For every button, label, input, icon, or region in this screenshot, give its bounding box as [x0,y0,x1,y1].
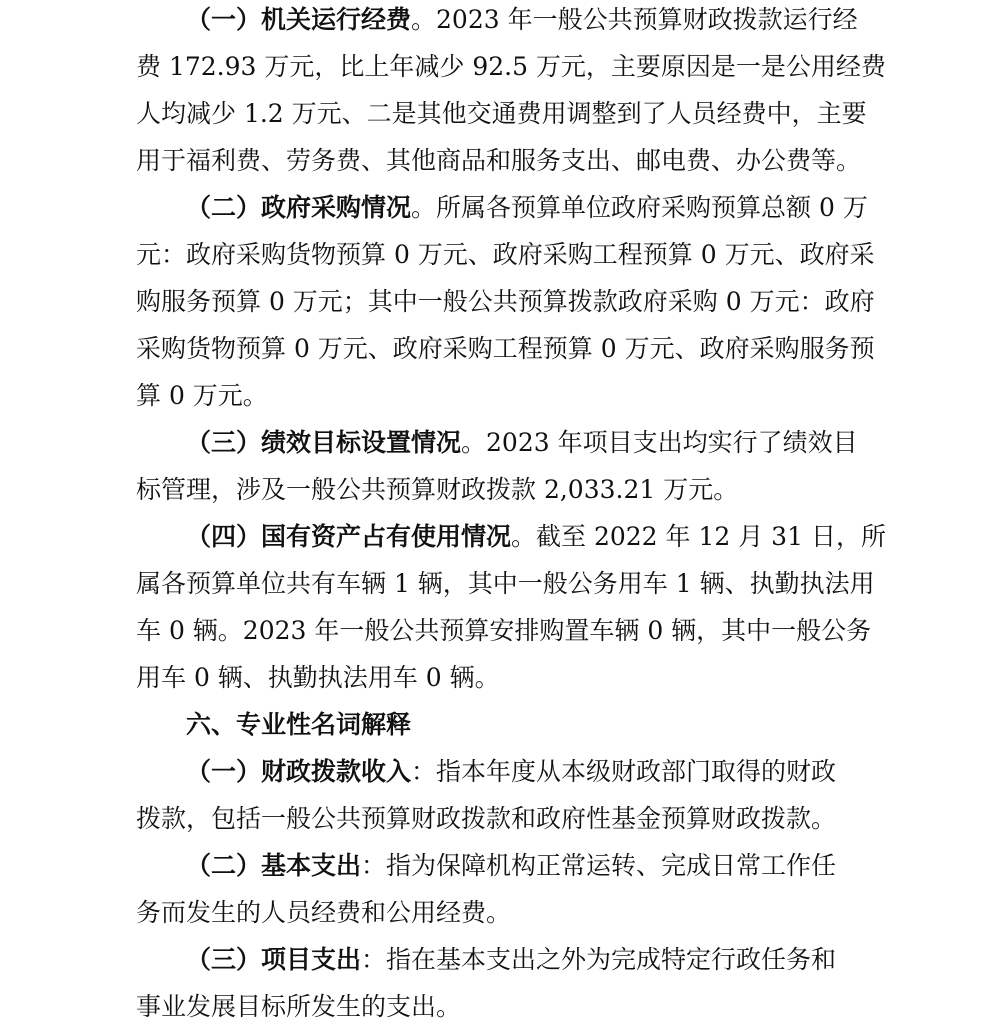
term-1-line-2: 拨款，包括一般公共预算财政拨款和政府性基金预算财政拨款。 [136,804,837,833]
para-1-lead: （一）机关运行经费 [186,5,412,34]
para-2-line-1 [186,192,868,224]
term-3-line-2: 事业发展目标所发生的支出。 [136,992,462,1021]
para-2-line-2: 元：政府采购货物预算 0 万元、政府采购工程预算 0 万元、政府采 [136,240,875,269]
para-1-line-3: 人均减少 1.2 万元、二是其他交通费用调整到了人员经费中，主要 [136,99,867,128]
term-2-line-2: 务而发生的人员经费和公用经费。 [136,898,512,927]
para-2-line-5: 算 0 万元。 [136,381,268,410]
para-1-line-4: 用于福利费、劳务费、其他商品和服务支出、邮电费、办公费等。 [136,146,862,175]
para-2-line-4: 采购货物预算 0 万元、政府采购工程预算 0 万元、政府采购服务预 [136,334,875,363]
para-3-line-1 [186,427,858,459]
para-2-lead: （二）政府采购情况 [186,193,412,222]
para-2-line-1-text: 。所属各预算单位政府采购预算总额 0 万 [411,193,868,222]
para-4-lead: （四）国有资产占有使用情况 [186,522,512,551]
para-4-line-1 [186,521,886,553]
para-1-line-1-text: 。2023 年一般公共预算财政拨款运行经 [411,5,858,34]
para-4-line-3: 车 0 辆。2023 年一般公共预算安排购置车辆 0 辆，其中一般公务 [136,616,872,645]
para-4-line-2: 属各预算单位共有车辆 1 辆，其中一般公务用车 1 辆、执勤执法用 [136,569,875,598]
term-3-lead: （三）项目支出 [186,945,362,974]
term-1-line-1 [186,756,836,788]
para-3-line-2: 标管理，涉及一般公共预算财政拨款 2,033.21 万元。 [136,475,739,504]
term-2-line-1-text: ：指为保障机构正常运转、完成日常工作任 [361,851,837,880]
para-4-line-4: 用车 0 辆、执勤执法用车 0 辆。 [136,663,500,692]
term-2-line-1 [186,850,836,882]
para-3-line-1-text: 。2023 年项目支出均实行了绩效目 [461,428,858,457]
term-1-line-1-text: ：指本年度从本级财政部门取得的财政 [411,757,837,786]
section-six-heading: 六、专业性名词解释 [186,710,412,739]
para-4-line-1-text: 。截至 2022 年 12 月 31 日，所 [511,522,886,551]
para-1-line-1 [186,4,858,36]
term-1-lead: （一）财政拨款收入 [186,757,412,786]
term-2-lead: （二）基本支出 [186,851,362,880]
term-3-line-1 [186,944,836,976]
para-3-lead: （三）绩效目标设置情况 [186,428,462,457]
term-3-line-1-text: ：指在基本支出之外为完成特定行政任务和 [361,945,837,974]
para-1-line-2: 费 172.93 万元，比上年减少 92.5 万元，主要原因是一是公用经费 [136,52,886,81]
para-2-line-3: 购服务预算 0 万元；其中一般公共预算拨款政府采购 0 万元：政府 [136,287,875,316]
